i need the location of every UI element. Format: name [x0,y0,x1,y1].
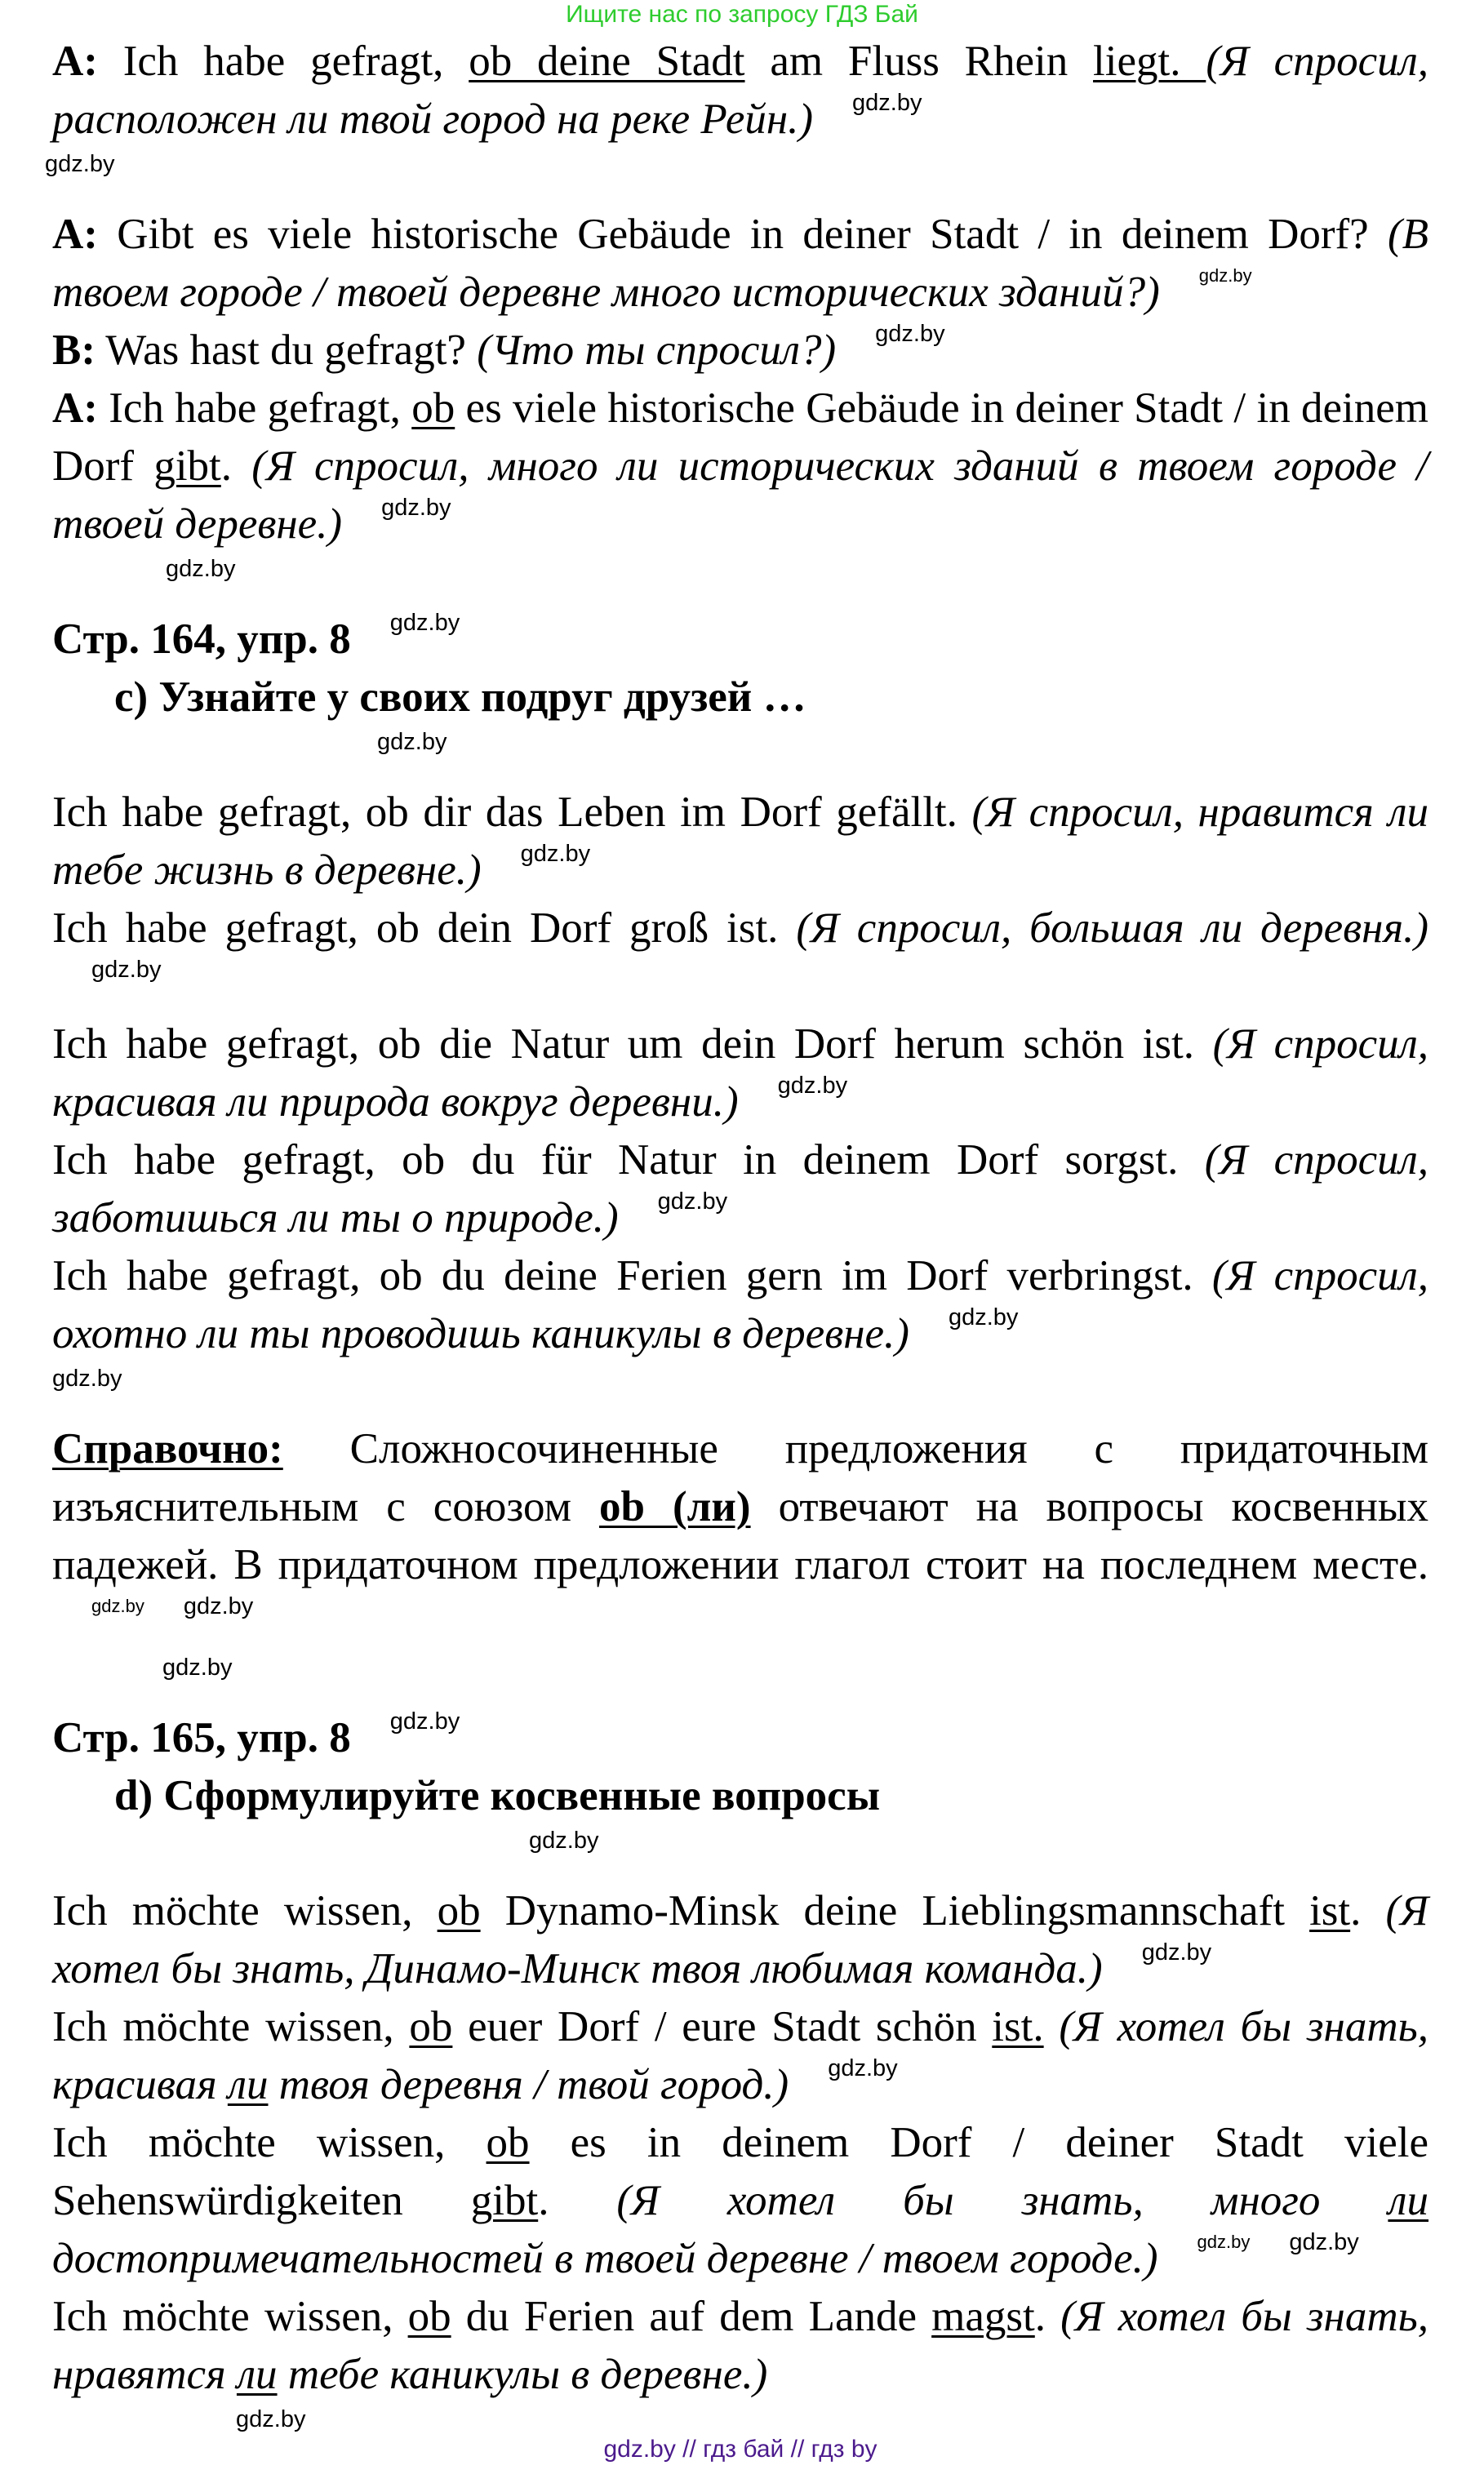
watermark: gdz.by [852,90,922,116]
dialogue-block-1 [52,33,1428,149]
translation-text: (В твоем городе / твоей деревне много исторических зданий?) [52,211,1428,316]
paragraph [52,1131,1428,1247]
paragraph [52,1882,1428,1998]
exercise-heading-165 [52,1709,1428,1825]
sentence-text: Ich möchte wissen, [52,2293,408,2340]
sentence-text: Ich habe gefragt, ob du deine Ferien gern im Dorf verbringst. [52,1252,1212,1299]
sentence-text: Ich möchte wissen, [52,1887,438,1935]
sentence-text: A: [52,384,98,432]
answers-164 [52,784,1428,1363]
watermark: gdz.by [828,2055,898,2081]
watermark: gdz.by [948,1304,1019,1330]
translation-text: (Я хотел бы знать, красивая [52,2003,1428,2108]
highlighted-word: gibt [153,442,221,490]
sentence-text: . [538,2177,617,2224]
sentence-text: отвечают на вопросы косвенных падежей. В придаточном предложении глагол стоит на последнем месте. [52,1483,1429,1588]
highlighted-word: ob [437,1887,481,1935]
watermark-row [52,726,1428,759]
sentence-text: . [1350,1887,1386,1935]
watermark: gdz.by [183,1593,254,1619]
watermark: gdz.by [91,1596,144,1616]
sentence-text: du Ferien auf dem Lande [451,2293,932,2340]
task-title: d) Сформулируйте косвенные вопросы [114,1772,881,1819]
translation-text: (Я хотел бы знать, Динамо-Минск твоя любимая команда.) [52,1887,1429,1992]
paragraph [52,784,1428,900]
watermark: gdz.by [875,321,945,347]
paragraph [52,2288,1428,2404]
watermark-row [52,1825,1428,1858]
sentence-text: Ich habe gefragt, ob dir das Leben im Dorf gefällt. [52,788,972,836]
highlighted-word: ist. [992,2003,1044,2050]
watermark: gdz.by [389,1708,460,1735]
highlighted-word: ob [411,384,455,432]
translation-text: (Я спросил, нравится ли тебе жизнь в деревне.) [52,788,1428,894]
page-content [45,33,1429,2464]
watermark-row [52,1363,1428,1396]
sentence-text: Сложносочиненные предложения с придаточным изъяснительным с союзом [52,1425,1428,1530]
paragraph [52,206,1428,322]
watermark: gdz.by [166,556,236,582]
sentence-text: A: [52,211,98,258]
sentence-text: Ich möchte wissen, [52,2003,410,2050]
highlighted-word: ist [1309,1887,1351,1935]
paragraph [52,1420,1428,1652]
highlighted-word: gibt [470,2177,539,2224]
sentence-text: . [220,442,252,490]
reference-note [52,1420,1428,1652]
sentence-text: A: [52,38,98,85]
watermark: gdz.by [1289,2229,1359,2255]
footer-links: gdz.by // гдз бай // гдз by [603,2436,878,2463]
translation-text: (Я хотел бы знать, нравятся [52,2293,1428,2398]
watermark: gdz.by [529,1828,599,1854]
sentence-text: Ich habe gefragt, ob du für Natur in deinem Dorf sorgst. [52,1136,1205,1184]
translation-text: (Я спросил, охотно ли ты проводишь каникулы в деревне.) [52,1252,1429,1357]
watermark: gdz.by [236,2406,306,2432]
sentence-text: Ich habe gefragt, [97,384,412,432]
paragraph [52,2114,1428,2288]
translation-text: ли [1388,2177,1429,2224]
translation-text: (Я спросил, большая ли деревня.) [796,904,1428,952]
section-heading: Стр. 165, упр. 8 gdz.by [52,1708,460,1761]
paragraph [52,1998,1428,2114]
translation-text: (Я спросил, много ли исторических зданий в твоем городе / твоей деревне.) [52,442,1428,548]
translation-text: (Я спросил, заботишься ли ты о природе.) [52,1136,1429,1242]
translation-text: ли [227,2061,269,2108]
watermark: gdz.by [45,151,115,177]
translation-text: (Я спросил, расположен ли твой город на реке Рейн.) [52,38,1429,143]
watermark: gdz.by [91,957,162,983]
highlighted-word: ob [409,2003,453,2050]
paragraph [52,322,1428,380]
sentence-text: . [1034,2293,1061,2340]
watermark: gdz.by [657,1188,728,1215]
watermark: gdz.by [52,1366,122,1392]
highlighted-word: ob (ли) [599,1483,751,1530]
translation-text: достопримечательностей в твоей деревне / твоем городе.) [52,2235,1158,2282]
watermark: gdz.by [520,841,591,867]
answers-165 [52,1882,1428,2404]
translation-text: ли [236,2351,278,2398]
sentence-text: Was hast du gefragt? [96,326,478,374]
sentence-text: am Fluss Rhein [744,38,1094,85]
highlighted-word: magst [931,2293,1035,2340]
sentence-text: Dynamo-Minsk deine Lieblingsmannschaft [480,1887,1310,1935]
highlighted-word: ob deine Stadt [469,38,745,85]
sentence-text: euer Dorf / eure Stadt schön [452,2003,993,2050]
sentence-text: Ich habe gefragt, ob die Natur um dein Dorf herum schön ist. [52,1020,1213,1068]
paragraph [52,900,1428,1015]
paragraph [52,33,1428,149]
sentence-text: Ich möchte wissen, [52,2119,487,2166]
highlighted-word: ob [486,2119,530,2166]
sentence-text: es in deinem Dorf / deiner Stadt viele Sehenswürdigkeiten [52,2119,1428,2224]
watermark-row [52,2404,1428,2432]
watermark: gdz.by [1141,1939,1212,1966]
task-title: c) Узнайте у своих подруг друзей … [114,673,806,721]
dialogue-block-2 [52,206,1428,553]
watermark-row [52,553,1428,586]
watermark: gdz.by [162,1655,233,1681]
translation-text: (Я спросил, красивая ли природа вокруг деревни.) [52,1020,1429,1126]
watermark: gdz.by [389,610,460,636]
translation-text: (Что ты спросил?) [477,326,837,374]
translation-text: твоя деревня / твой город.) [268,2061,789,2108]
search-banner: Ищите нас по запросу ГДЗ Бай [566,1,918,28]
sentence-text: Ich habe gefragt, ob dein Dorf groß ist. [52,904,797,952]
sentence-text: Gibt es viele historische Gebäude in deiner Stadt / in deinem Dorf? [97,211,1388,258]
sentence-text: es viele historische Gebäude in deiner Stadt / in deinem Dorf [52,384,1429,490]
highlighted-word: ob [407,2293,451,2340]
sentence-text: B: [52,326,96,374]
watermark: gdz.by [1198,265,1252,286]
watermark: gdz.by [377,729,447,755]
exercise-heading-164 [52,611,1428,726]
highlighted-word: Справочно: [52,1425,283,1473]
translation-text: (Я хотел бы знать, много [616,2177,1388,2224]
watermark: gdz.by [1197,2232,1251,2252]
watermark-row [52,1652,1428,1685]
sentence-text: Ich habe gefragt, [97,38,469,85]
paragraph [52,1247,1428,1363]
watermark: gdz.by [777,1073,848,1099]
paragraph [52,380,1428,553]
section-heading: Стр. 164, упр. 8 gdz.by [52,610,460,663]
watermark: gdz.by [381,495,451,521]
translation-text: тебе каникулы в деревне.) [277,2351,768,2398]
highlighted-word: liegt. [1093,38,1206,85]
watermark-row [45,149,1428,181]
paragraph [52,1015,1428,1131]
